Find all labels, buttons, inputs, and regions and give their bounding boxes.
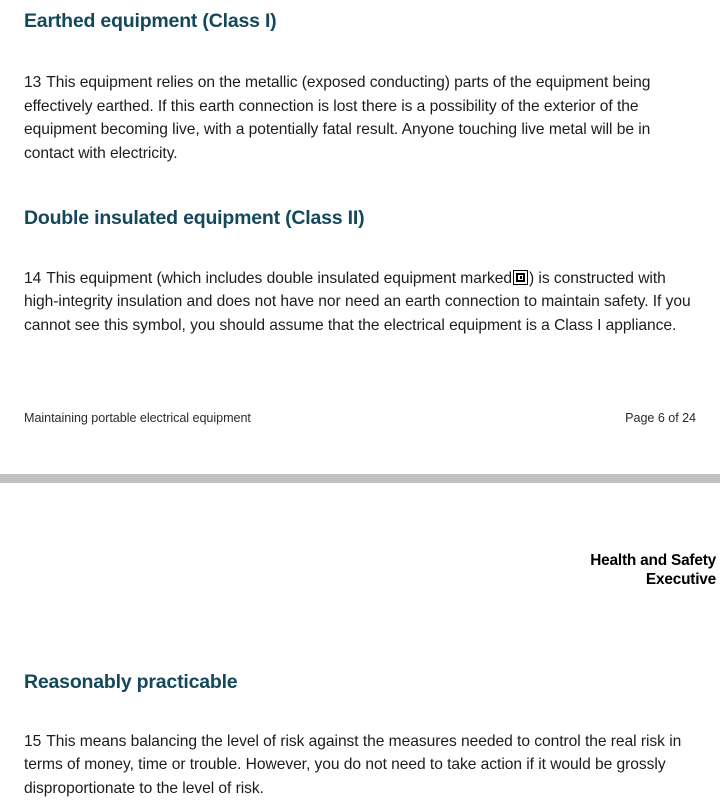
section-double-insulated-equipment [24,165,696,337]
page-separator [0,474,720,483]
paragraph-13 [24,71,696,165]
paragraph-15-number: 15 [24,732,42,750]
page-seven-content [0,589,720,800]
hse-logo-line-2: Executive [645,571,716,589]
paragraph-14-text-before-symbol: This equipment (which includes double insulated equipment marked [46,269,512,287]
paragraph-14-number: 14 [24,269,42,287]
paragraph-14-text-after-symbol: ) is constructed with high-integrity insulation and does not have nor need an earth connection to maintain safety. If you cannot see this symbol, you should assume that the electrical equipment is a Class I appliance. [24,269,691,334]
hse-logo-line-1: Health and Safety [590,552,716,570]
footer-document-title: Maintaining portable electrical equipment [24,411,251,426]
heading-reasonably-practicable: Reasonably practicable [24,671,238,694]
page-six-footer [0,411,720,425]
paragraph-14 [24,267,696,338]
paragraph-15-text: This means balancing the level of risk against the measures needed to control the real risk in terms of money, time or trouble. However, you do not need to take action if it would be grossly disproportionate to the level of risk. [24,732,682,797]
class-two-double-insulation-symbol-icon [513,270,528,285]
heading-earthed-equipment: Earthed equipment (Class I) [24,10,277,32]
page-seven [0,551,720,800]
heading-double-insulated-equipment: Double insulated equipment (Class II) [24,207,365,230]
page-six-content [0,0,720,337]
section-earthed-equipment [24,0,696,165]
paragraph-15 [24,730,696,800]
paragraph-13-number: 13 [24,74,42,92]
hse-logo [0,551,720,589]
section-reasonably-practicable [24,589,696,800]
footer-page-number: Page 6 of 24 [625,411,696,426]
paragraph-13-text: This equipment relies on the metallic (exposed conducting) parts of the equipment being effectively earthed. If this earth connection is lost there is a possibility of the exterior of the equipment becoming live, with a potentially fatal result. Anyone touching live metal will be in contact with electricity. [24,74,651,162]
